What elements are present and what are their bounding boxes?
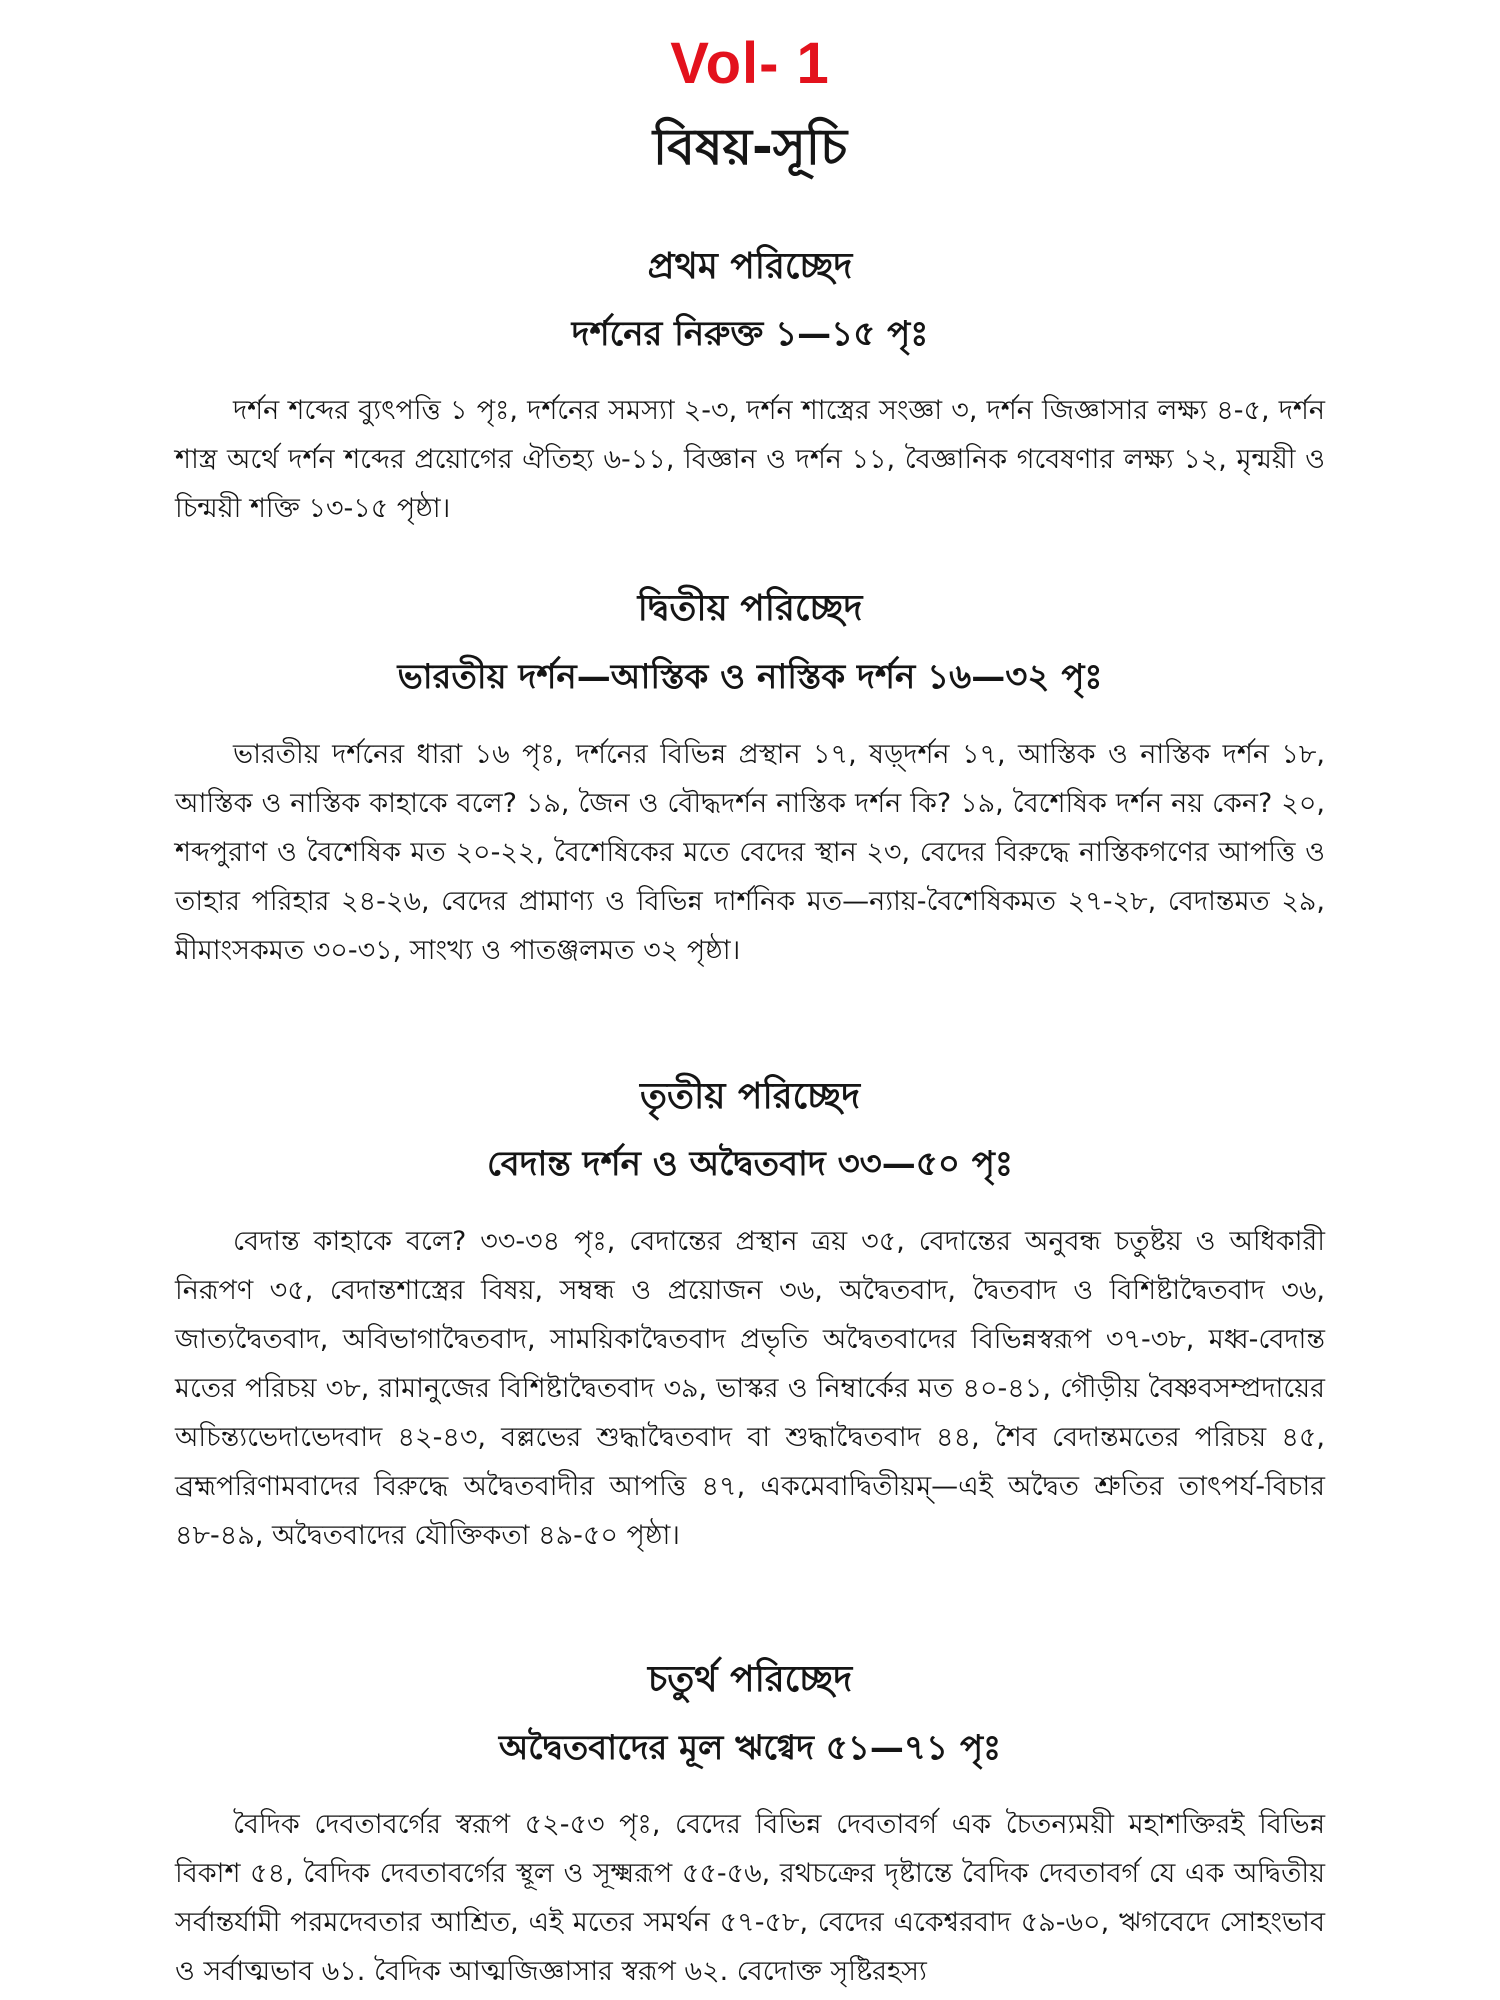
chapter-3-heading: তৃতীয় পরিচ্ছেদ	[639, 1076, 861, 1117]
chapter-1-heading: প্রথম পরিচ্ছেদ	[647, 246, 853, 287]
chapter-3-subheading: বেদান্ত দর্শন ও অদ্বৈতবাদ ৩৩—৫০ পৃঃ	[486, 1144, 1014, 1184]
chapter-3-summary: বেদান্ত কাহাকে বলে? ৩৩-৩৪ পৃঃ, বেদান্তের প্রস্থান ত্রয় ৩৫, বেদান্তের অনুবন্ধ চতুষ্টয় ও অধিকারী নিরূপণ ৩৫, বেদান্তশাস্ত্রের বিষয়, সম্বন্ধ ও প্রয়োজন ৩৬, অদ্বৈতবাদ, দ্বৈতবাদ ও বিশিষ্টাদ্বৈতবাদ ৩৬, জাত্যদ্বৈতবাদ, অবিভাগাদ্বৈতবাদ, সাময়িকাদ্বৈতবাদ প্রভৃতি অদ্বৈতবাদের বিভিন্নস্বরূপ ৩৭-৩৮, মধ্ব-বেদান্ত মতের পরিচয় ৩৮, রামানুজের বিশিষ্টাদ্বৈতবাদ ৩৯, ভাস্কর ও নিম্বার্কের মত ৪০-৪১, গৌড়ীয় বৈষ্ণবসম্প্রদায়ের অচিন্ত্যভেদাভেদবাদ ৪২-৪৩, বল্লভের শুদ্ধাদ্বৈতবাদ বা শুদ্ধাদ্বৈতবাদ ৪৪, শৈব বেদান্তমতের পরিচয় ৪৫, ব্রহ্মপরিণামবাদের বিরুদ্ধে অদ্বৈতবাদীর আপত্তি ৪৭, একমেবাদ্বিতীয়ম্—এই অদ্বৈত শ্রুতির তাৎপর্য-বিচার ৪৮-৪৯, অদ্বৈতবাদের যৌক্তিকতা ৪৯-৫০ পৃষ্ঠা।	[175, 1226, 1325, 1551]
chapter-4-summary: বৈদিক দেবতাবর্গের স্বরূপ ৫২-৫৩ পৃঃ, বেদের বিভিন্ন দেবতাবর্গ এক চৈতন্যময়ী মহাশক্তিরই বিভিন্ন বিকাশ ৫৪, বৈদিক দেবতাবর্গের স্থূল ও সূক্ষ্মরূপ ৫৫-৫৬, রথচক্রের দৃষ্টান্তে বৈদিক দেবতাবর্গ যে এক অদ্বিতীয় সর্বান্তর্যামী পরমদেবতার আশ্রিত, এই মতের সমর্থন ৫৭-৫৮, বেদের একেশ্বরবাদ ৫৯-৬০, ঋগবেদে সোহংভাব ও সর্বাত্মভাব ৬১. বৈদিক আত্মজিজ্ঞাসার স্বরূপ ৬২. বেদোক্ত সৃষ্টিরহস্য	[175, 1809, 1325, 1987]
chapter-2-heading: দ্বিতীয় পরিচ্ছেদ	[637, 588, 863, 629]
chapter-4-heading: চতুর্থ পরিচ্ছেদ	[647, 1659, 853, 1700]
chapter-4-subheading: অদ্বৈতবাদের মূল ঋগ্বেদ ৫১—৭১ পৃঃ	[498, 1728, 1002, 1768]
page-title: বিষয়-সূচি	[652, 118, 848, 176]
chapter-2-summary: ভারতীয় দর্শনের ধারা ১৬ পৃঃ, দর্শনের বিভিন্ন প্রস্থান ১৭, ষড়্‌দর্শন ১৭, আস্তিক ও নাস্তিক দর্শন ১৮, আস্তিক ও নাস্তিক কাহাকে বলে? ১৯, জৈন ও বৌদ্ধদর্শন নাস্তিক দর্শন কি? ১৯, বৈশেষিক দর্শন নয় কেন? ২০, শব্দপুরাণ ও বৈশেষিক মত ২০-২২, বৈশেষিকের মতে বেদের স্থান ২৩, বেদের বিরুদ্ধে নাস্তিকগণের আপত্তি ও তাহার পরিহার ২৪-২৬, বেদের প্রামাণ্য ও বিভিন্ন দার্শনিক মত—ন্যায়-বৈশেষিকমত ২৭-২৮, বেদান্তমত ২৯, মীমাংসকমত ৩০-৩১, সাংখ্য ও পাতঞ্জলমত ৩২ পৃষ্ঠা।	[175, 739, 1325, 966]
chapter-2-subheading: ভারতীয় দর্শন—আস্তিক ও নাস্তিক দর্শন ১৬—৩২ পৃঃ	[397, 657, 1103, 697]
chapter-1-subheading: দর্শনের নিরুক্ত ১—১৫ পৃঃ	[571, 314, 929, 354]
volume-label: Vol- 1	[670, 31, 830, 96]
chapter-1-summary: দর্শন শব্দের ব্যুৎপত্তি ১ পৃঃ, দর্শনের সমস্যা ২-৩, দর্শন শাস্ত্রের সংজ্ঞা ৩, দর্শন জিজ্ঞাসার লক্ষ্য ৪-৫, দর্শন শাস্ত্র অর্থে দর্শন শব্দের প্রয়োগের ঐতিহ্য ৬-১১, বিজ্ঞান ও দর্শন ১১, বৈজ্ঞানিক গবেষণার লক্ষ্য ১২, মৃন্ময়ী ও চিন্ময়ী শক্তি ১৩-১৫ পৃষ্ঠা।	[175, 395, 1325, 524]
